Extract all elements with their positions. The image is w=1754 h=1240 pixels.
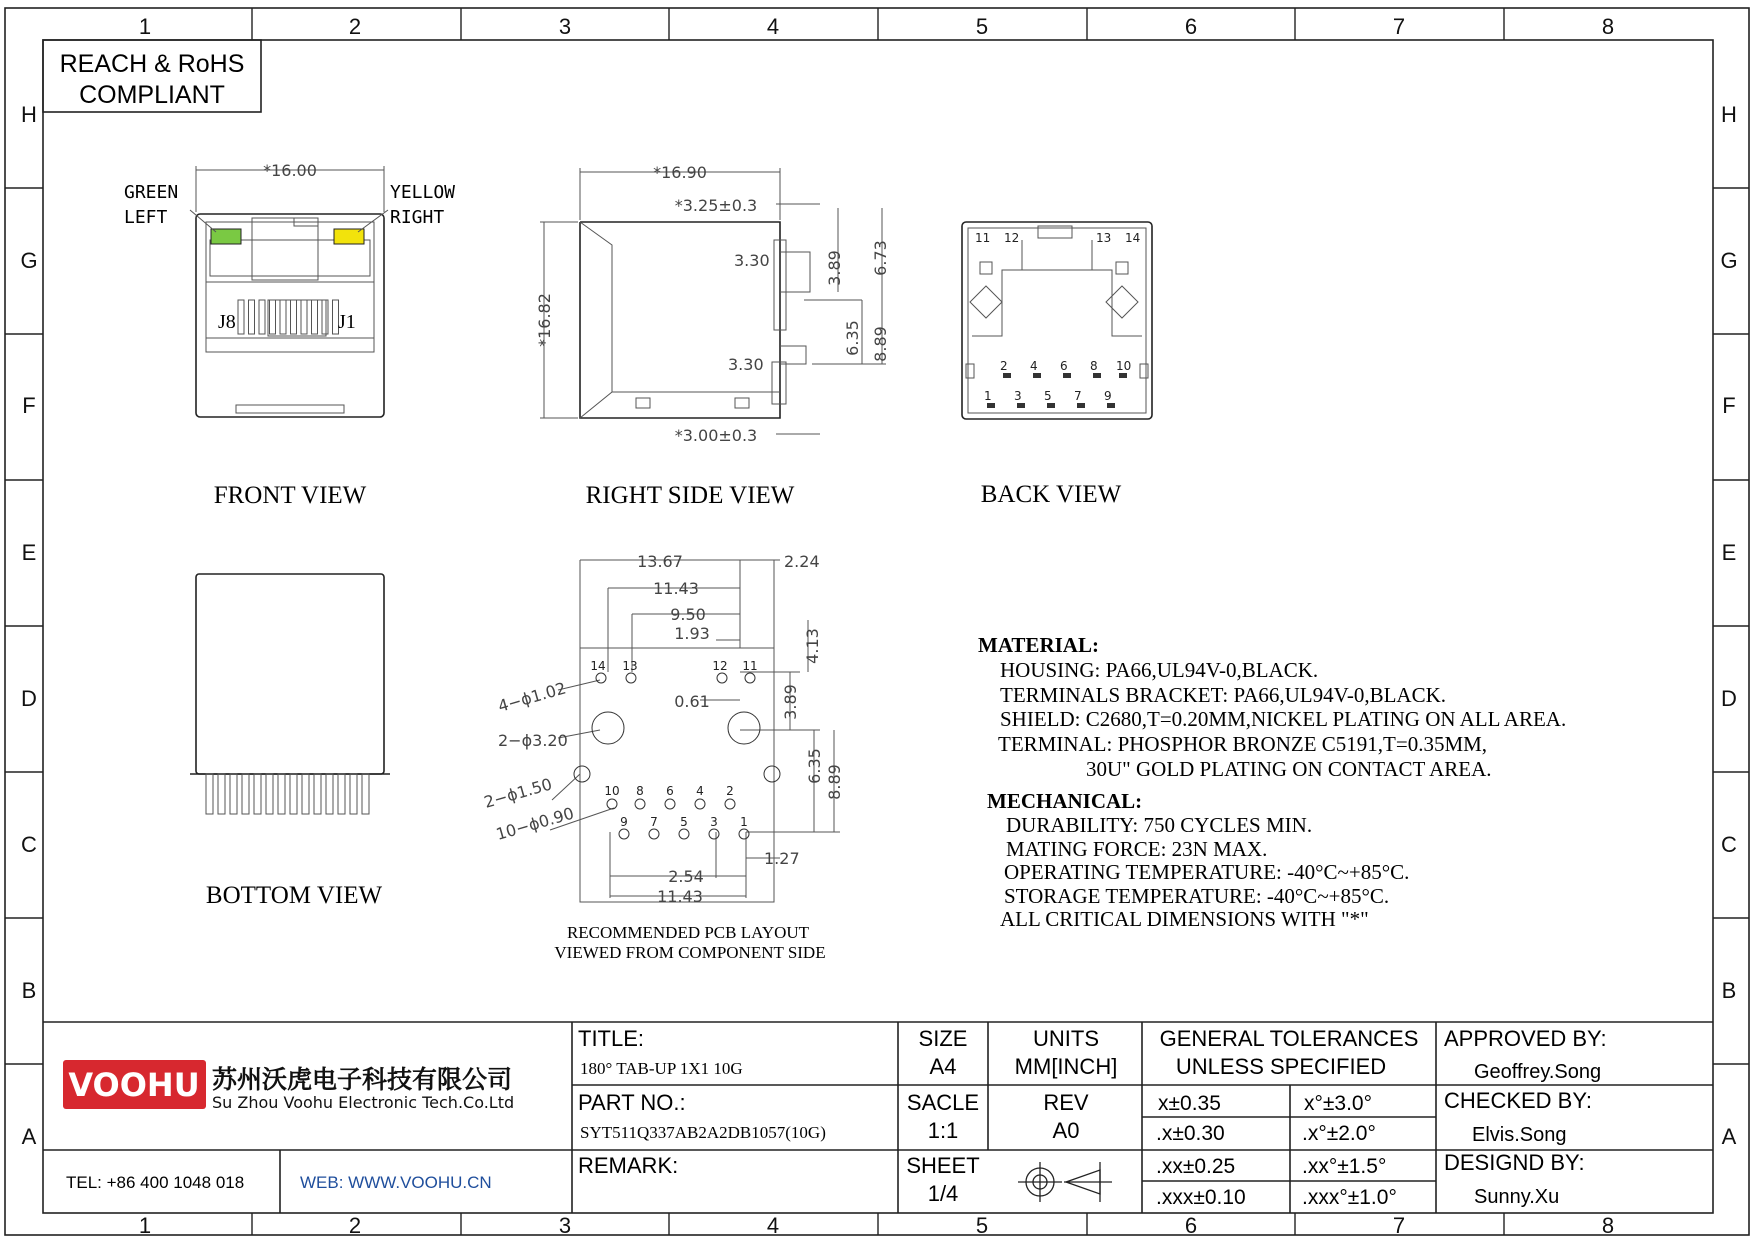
right-side-view [535,163,890,509]
material-line-2: TERMINALS BRACKET: PA66,UL94V-0,BLACK. [1000,683,1447,707]
bottom-pin [314,774,321,814]
bottom-view-title: BOTTOM VIEW [205,882,383,909]
side-673-dim: 6.73 [871,240,890,276]
row-label-left-d: D [21,686,37,711]
col-label-bottom-7: 7 [1392,1213,1406,1238]
front-contact [312,300,318,334]
back-pad [1077,403,1085,408]
pcb-pin-3: 3 [710,815,718,829]
bottom-pin [362,774,369,814]
pcb-hole-090: 10−ϕ0.90 [493,803,576,844]
pcb-pin-12: 12 [712,659,728,673]
pcb-hole-150: 2−ϕ1.50 [481,774,555,812]
tolerance-angular-2: .xx°±1.5° [1302,1155,1387,1178]
back-pin-2: 2 [1000,359,1008,373]
tolerance-angular-0: x°±3.0° [1304,1092,1373,1115]
mechanical-line-4: STORAGE TEMPERATURE: -40°C~+85°C. [1004,884,1390,908]
row-label-right-a: A [1721,1124,1737,1149]
back-pad [1017,403,1025,408]
back-pin-14: 14 [1125,231,1141,245]
pcb-pin-9: 9 [620,815,628,829]
bottom-view [190,574,390,909]
compliance-line-2: COMPLIANT [79,81,225,109]
row-label-right-h: H [1721,102,1737,127]
bottom-pin [218,774,225,814]
pcb-pin-11: 11 [742,659,758,673]
pcb-pin-7: 7 [650,815,658,829]
pcb-hole [725,799,735,809]
back-pin-5: 5 [1044,389,1052,403]
bottom-pin [254,774,261,814]
size-label: SIZE [918,1026,968,1051]
units-label: UNITS [1033,1026,1099,1051]
material-line-3: SHIELD: C2680,T=0.20MM,NICKEL PLATING ON ALL AREA. [1000,707,1567,731]
pcb-hole [764,766,780,782]
bottom-pin [230,774,237,814]
side-889-dim: 8.89 [871,326,890,362]
row-label-right-c: C [1721,832,1737,857]
pcb-hole [607,799,617,809]
col-label-top-6: 6 [1184,14,1198,39]
pcb-dim-1143-bottom: 11.43 [657,887,703,906]
compliance-box [43,40,261,112]
pcb-pin-6: 6 [666,784,674,798]
pcb-dim-413: 4.13 [803,628,822,664]
tolerance-linear-1: .x±0.30 [1156,1122,1225,1145]
front-contact [301,300,307,334]
pcb-layout [482,552,844,962]
pcb-hole [635,799,645,809]
pcb-dim-1143-top: 11.43 [653,579,699,598]
mechanical-line-1: DURABILITY: 750 CYCLES MIN. [1006,813,1313,837]
back-pad [987,403,995,408]
col-label-bottom-3: 3 [558,1213,572,1238]
side-635-dim: 6.35 [843,320,862,356]
row-label-left-h: H [21,102,37,127]
back-pad [1063,373,1071,378]
bottom-pin [242,774,249,814]
bottom-pin [290,774,297,814]
row-label-right-f: F [1722,393,1736,418]
tolerance-linear-2: .xx±0.25 [1156,1155,1236,1178]
back-pin-10: 10 [1116,359,1132,373]
col-label-top-4: 4 [766,14,780,39]
projection-symbol-icon [1018,1162,1112,1202]
side-389-dim: 3.89 [825,250,844,286]
pcb-pin-4: 4 [696,784,704,798]
pcb-dim-061: 0.61 [674,692,710,711]
pcb-pin-2: 2 [726,784,734,798]
size-value: A4 [929,1054,957,1079]
bottom-pin [206,774,213,814]
row-label-left-b: B [21,978,37,1003]
pcb-hole [679,829,689,839]
front-contact [291,300,297,334]
pcb-pin-5: 5 [680,815,688,829]
voohu-logo-text: VOOHU [68,1066,200,1104]
mechanical-heading: MECHANICAL: [987,789,1143,813]
back-pin-7: 7 [1074,389,1082,403]
side-top-dim: *3.25±0.3 [674,196,758,215]
mechanical-line-2: MATING FORCE: 23N MAX. [1006,837,1268,861]
front-contact [270,300,276,334]
side-length-dim: *16.90 [653,163,707,182]
back-pin-1: 1 [984,389,992,403]
pcb-dim-193: 1.93 [674,624,710,643]
row-label-right-g: G [1720,248,1738,273]
designed-by-value: Sunny.Xu [1474,1186,1560,1208]
notes [978,633,1566,931]
pcb-dim-889: 8.89 [825,764,844,800]
bottom-pin [302,774,309,814]
col-label-top-3: 3 [558,14,572,39]
approved-by-value: Geoffrey.Song [1474,1061,1602,1083]
col-label-bottom-4: 4 [766,1213,780,1238]
col-label-bottom-5: 5 [975,1213,989,1238]
rev-value: A0 [1052,1118,1080,1143]
back-pin-4: 4 [1030,359,1038,373]
pcb-hole [739,829,749,839]
back-pin-13: 13 [1096,231,1112,245]
row-label-left-f: F [22,393,36,418]
pcb-hole [574,766,590,782]
mechanical-line-3: OPERATING TEMPERATURE: -40°C~+85°C. [1004,860,1410,884]
bottom-pin [278,774,285,814]
title-value: 180° TAB-UP 1X1 10G [580,1059,743,1078]
mechanical-line-5: ALL CRITICAL DIMENSIONS WITH "*" [1000,907,1369,931]
pcb-hole [619,829,629,839]
back-pad [1119,373,1127,378]
contact-web: WEB: WWW.VOOHU.CN [300,1173,492,1192]
col-label-top-8: 8 [1601,14,1615,39]
material-heading: MATERIAL: [978,633,1099,657]
pcb-dim-254: 2.54 [668,867,704,886]
approved-by-label: APPROVED BY: [1444,1026,1607,1051]
bottom-pin [266,774,273,814]
pcb-dim-950: 9.50 [670,605,706,624]
back-pad [1047,403,1055,408]
pcb-hole [695,799,705,809]
sheet-value: 1/4 [927,1181,959,1206]
pcb-dim-389: 3.89 [781,684,800,720]
remark-label: REMARK: [578,1153,679,1178]
bottom-pin [326,774,333,814]
front-pin-j8: J8 [218,311,236,333]
rev-label: REV [1043,1090,1089,1115]
row-label-left-e: E [21,540,37,565]
col-label-top-2: 2 [348,14,362,39]
front-contact [259,300,265,334]
company-name-en: Su Zhou Voohu Electronic Tech.Co.Ltd [212,1093,515,1112]
row-label-left-g: G [20,248,38,273]
bottom-pin [338,774,345,814]
units-value: MM[INCH] [1014,1054,1118,1079]
pcb-hole-320: 2−ϕ3.20 [498,731,568,750]
front-led-left-label-2: LEFT [124,207,168,228]
part-no-value: SYT511Q337AB2A2DB1057(10G) [580,1123,826,1142]
back-pad [1093,373,1101,378]
pcb-dim-1367: 13.67 [637,552,683,571]
back-pin-8: 8 [1090,359,1098,373]
scale-value: 1:1 [927,1118,959,1143]
pcb-dim-635: 6.35 [805,748,824,784]
back-view [962,222,1152,508]
contact-tel: TEL: +86 400 1048 018 [66,1173,245,1192]
col-label-top-7: 7 [1392,14,1406,39]
side-330-lower: 3.30 [728,355,764,374]
front-contact [280,300,286,334]
pcb-hole-102: 4−ϕ1.02 [495,678,569,716]
row-label-right-d: D [1721,686,1737,711]
designed-by-label: DESIGND BY: [1444,1150,1585,1175]
zone-labels [20,14,1737,1238]
row-label-left-a: A [21,1124,37,1149]
front-view-title: FRONT VIEW [213,482,367,509]
bottom-pin [350,774,357,814]
front-view [124,161,455,509]
pcb-hole [709,829,719,839]
row-label-left-c: C [21,832,37,857]
pcb-hole [745,673,755,683]
back-pad [1107,403,1115,408]
checked-by-value: Elvis.Song [1472,1124,1567,1146]
company-name-cn: 苏州沃虎电子科技有限公司 [212,1065,513,1094]
col-label-bottom-2: 2 [348,1213,362,1238]
front-contact [238,300,244,334]
tolerance-heading-1: GENERAL TOLERANCES [1159,1026,1419,1051]
front-contact [322,300,328,334]
material-line-1: HOUSING: PA66,UL94V-0,BLACK. [1000,658,1319,682]
pcb-hole [665,799,675,809]
front-contact [249,300,255,334]
back-pad [1033,373,1041,378]
front-width-dim: *16.00 [263,161,317,180]
tolerance-angular-3: .xxx°±1.0° [1302,1186,1397,1209]
back-pin-3: 3 [1014,389,1022,403]
front-led-right-label-1: YELLOW [390,182,456,203]
back-pin-11: 11 [975,231,991,245]
col-label-top-1: 1 [138,14,152,39]
col-label-bottom-6: 6 [1184,1213,1198,1238]
tolerance-angular-1: .x°±2.0° [1302,1122,1376,1145]
pcb-pin-13: 13 [622,659,638,673]
compliance-line-1: REACH & RoHS [59,50,245,78]
title-block [43,1022,1713,1213]
title-label: TITLE: [578,1026,645,1051]
side-view-title: RIGHT SIDE VIEW [585,482,795,509]
side-height-dim: *16.82 [535,293,554,347]
pcb-caption-1: RECOMMENDED PCB LAYOUT [566,923,810,942]
pcb-pin-14: 14 [590,659,606,673]
pcb-hole [649,829,659,839]
pcb-pin-8: 8 [636,784,644,798]
pcb-hole [717,673,727,683]
pcb-dim-127: 1.27 [764,849,800,868]
tolerance-heading-2: UNLESS SPECIFIED [1175,1054,1387,1079]
row-label-right-e: E [1721,540,1737,565]
col-label-bottom-8: 8 [1601,1213,1615,1238]
front-led-right-label-2: RIGHT [390,207,445,228]
back-pin-12: 12 [1004,231,1020,245]
pcb-hole [596,673,606,683]
pcb-caption-2: VIEWED FROM COMPONENT SIDE [554,943,826,962]
material-line-5: 30U" GOLD PLATING ON CONTACT AREA. [1086,757,1492,781]
pcb-hole [728,712,760,744]
material-line-4: TERMINAL: PHOSPHOR BRONZE C5191,T=0.35MM, [998,732,1488,756]
side-330-upper: 3.30 [734,251,770,270]
checked-by-label: CHECKED BY: [1444,1088,1592,1113]
tolerance-linear-0: x±0.35 [1158,1092,1221,1115]
back-pin-9: 9 [1104,389,1112,403]
pcb-hole [592,712,624,744]
pcb-hole [626,673,636,683]
back-view-title: BACK VIEW [980,481,1122,508]
back-pad [1003,373,1011,378]
pcb-dim-224: 2.24 [784,552,820,571]
scale-label: SACLE [906,1090,980,1115]
sheet-label: SHEET [906,1153,980,1178]
tolerance-linear-3: .xxx±0.10 [1156,1186,1246,1209]
front-pin-j1: J1 [338,311,356,333]
pcb-pin-1: 1 [740,815,748,829]
row-label-right-b: B [1721,978,1737,1003]
front-led-left-label-1: GREEN [124,182,179,203]
part-no-label: PART NO.: [578,1090,686,1115]
pcb-pin-10: 10 [604,784,620,798]
back-pin-6: 6 [1060,359,1068,373]
col-label-bottom-1: 1 [138,1213,152,1238]
side-bottom-dim: *3.00±0.3 [674,426,758,445]
col-label-top-5: 5 [975,14,989,39]
